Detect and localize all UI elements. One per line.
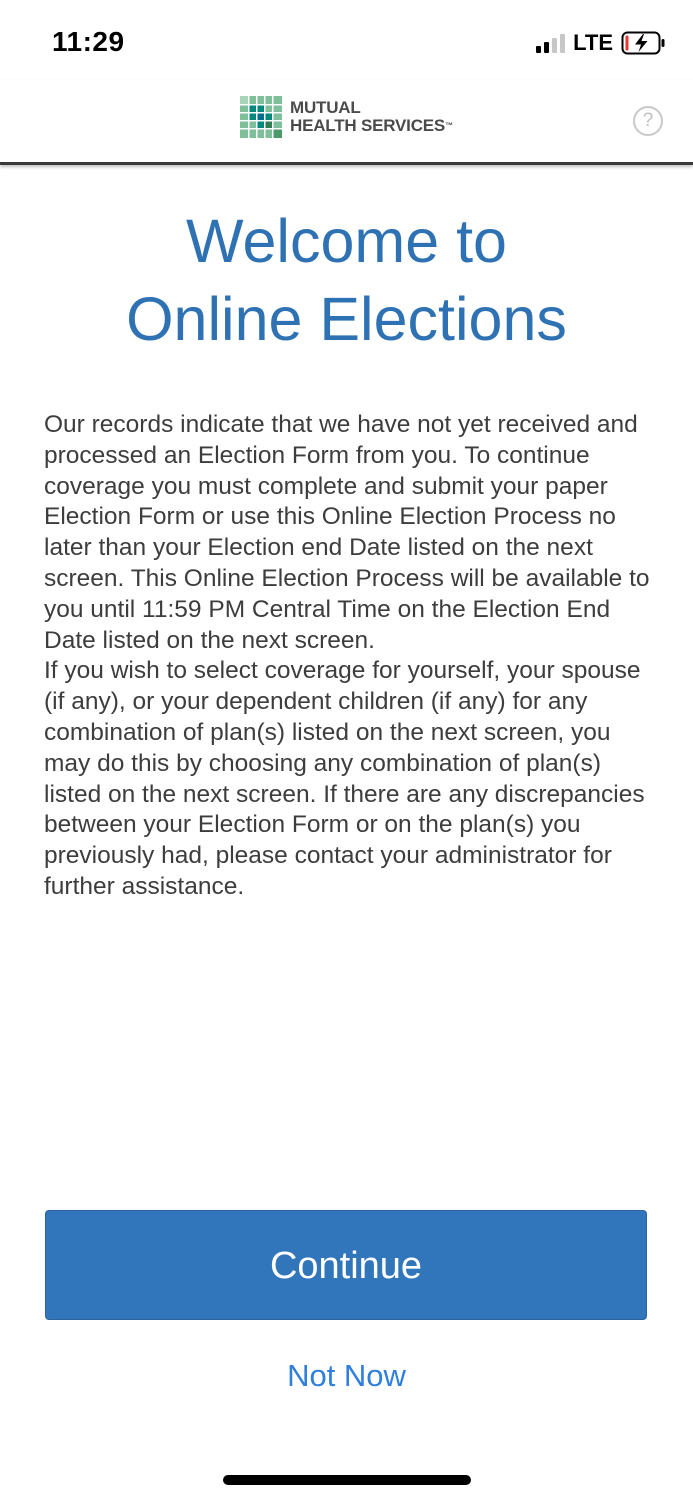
question-circle-icon[interactable] [633,106,663,136]
logo-wordmark [290,99,453,135]
not-now-link[interactable]: Not Now [287,1358,406,1393]
battery-charging-icon [621,31,667,55]
status-time: 11:29 [52,26,125,57]
signal-bars-icon [536,33,565,53]
page-title [0,202,693,358]
grid-logo-icon [240,96,282,138]
status-indicators [536,30,667,56]
logo-line2 [290,117,453,135]
logo-trademark: ™ [445,121,453,130]
status-bar [0,0,693,80]
app-header [0,80,693,165]
mutual-health-services-logo [240,96,453,138]
logo-line1: MUTUAL [290,98,361,117]
continue-button[interactable]: Continue [45,1210,647,1320]
logo-line2-text: HEALTH SERVICES [290,116,446,135]
page-title-line2: Online Elections [126,285,567,353]
help-button-label: ? [642,110,654,131]
network-label: LTE [573,30,613,55]
page-title-line1: Welcome to [186,207,507,275]
instructions-paragraph-2: If you wish to select coverage for yourself, your spouse (if any), or your dependent children (if any) for any combination of plan(s) listed on the next screen, you may do this by choosing any combination of plan(s) listed on the next screen. If there are any discrepancies between your Election Form or on the plan(s) you previously had, please contact your administrator for further assistance. [44,657,645,900]
home-indicator[interactable] [223,1475,471,1485]
instructions-paragraph-1: Our records indicate that we have not yet received and processed an Election Form from you. To continue coverage you must complete and submit your paper Election Form or use this Online Election Process no later than your Election end Date listed on the next screen. This Online Election Process will be available to you until 11:59 PM Central Time on the Election End Date listed on the next screen. [44,411,650,654]
election-instructions [44,410,656,903]
